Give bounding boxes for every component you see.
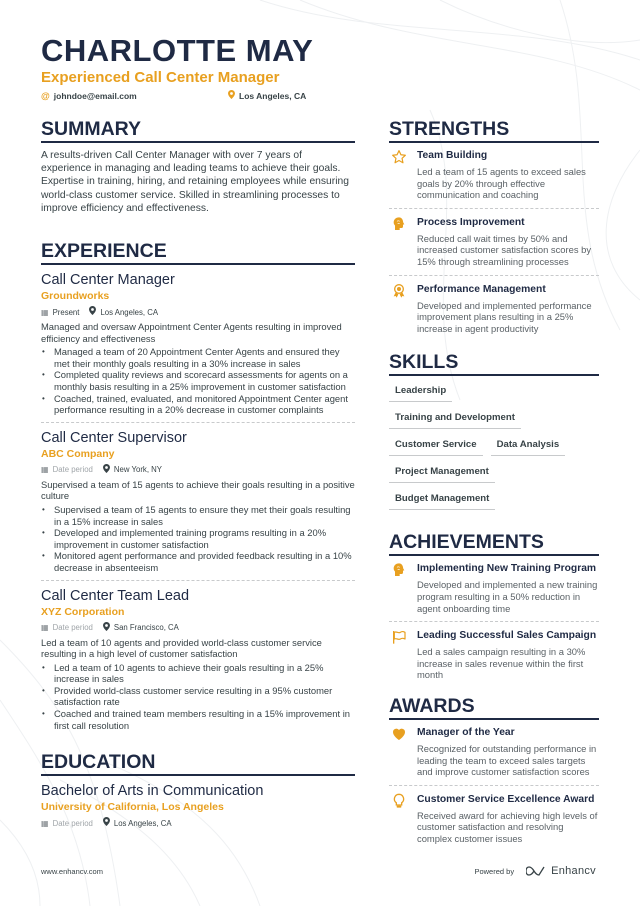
award-item [389, 726, 599, 786]
star-icon [389, 149, 409, 201]
strength-item [389, 216, 599, 276]
location-text: Los Angeles, CA [239, 91, 307, 101]
achievement-description: Led a sales campaign resulting in a 30% increase in sales revenue within the first month [417, 646, 586, 681]
awards-heading: AWARDS [389, 695, 599, 720]
company-name: ABC Company [41, 447, 115, 460]
brain-head-icon [389, 562, 409, 614]
strength-item [389, 283, 599, 342]
calendar-icon: ▦ [41, 623, 49, 633]
skill-tag: Training and Development [389, 409, 521, 429]
skill-tag: Customer Service [389, 436, 483, 456]
job-bullets [41, 662, 355, 732]
calendar-icon: ▦ [41, 465, 49, 475]
job-bullet: • Coached and trained team members resulting in a 15% improvement in first call resolution [41, 708, 355, 731]
skill-tag: Project Management [389, 463, 495, 483]
award-description: Received award for achieving high levels of customer satisfaction and resolving complex customer issues [417, 809, 598, 844]
job-date: Date period [52, 623, 93, 633]
job-meta [41, 464, 355, 476]
company-name: XYZ Corporation [41, 605, 125, 618]
summary-section [41, 118, 355, 215]
at-sign-icon: @ [41, 91, 50, 101]
job-date: Present [52, 307, 80, 317]
award-item [389, 793, 599, 852]
enhancv-logo[interactable] [526, 865, 596, 877]
enhancv-brand: Enhancv [551, 865, 596, 877]
experience-item [41, 587, 355, 738]
strengths-heading: STRENGTHS [389, 118, 599, 143]
awards-section [389, 695, 599, 852]
achievement-item [389, 629, 599, 688]
powered-by-label: Powered by [474, 866, 515, 876]
school-name: University of California, Los Angeles [41, 801, 224, 814]
achievement-title: Implementing New Training Program [417, 563, 597, 575]
job-description: Led a team of 10 agents and provided world-class customer service resulting in a high level of customer satisfaction [41, 636, 322, 660]
job-bullet: • Coached, trained, evaluated, and monitored Appointment Center agent performance resulting in a 20% decrease in customer complaints [41, 393, 355, 416]
education-date: Date period [52, 818, 93, 828]
job-bullet: • Supervised a team of 15 agents to ensure they met their goals resulting in a 15% increase in sales [41, 504, 355, 527]
candidate-title: Experienced Call Center Manager [41, 69, 280, 86]
job-bullet: • Monitored agent performance and provided feedback resulting in a 10% decrease in absenteeism [41, 550, 355, 573]
strength-item [389, 149, 599, 209]
map-pin-icon [228, 90, 235, 102]
job-location: San Francisco, CA [113, 623, 179, 633]
strength-description: Developed and implemented performance improvement plans resulting in a 25% increase in agent productivity [417, 299, 592, 334]
award-title: Customer Service Excellence Award [417, 793, 595, 805]
map-pin-icon [103, 622, 110, 634]
strength-description: Led a team of 15 agents to exceed sales goals by 20% through effective communication and coaching [417, 166, 586, 201]
job-description: Managed and oversaw Appointment Center Agents resulting in improved efficiency and effectiveness [41, 321, 342, 344]
achievement-title: Leading Successful Sales Campaign [417, 630, 597, 642]
right-column [389, 118, 599, 858]
map-pin-icon [89, 306, 96, 318]
award-ribbon-icon [389, 283, 409, 335]
award-title: Manager of the Year [417, 726, 515, 738]
email-text: johndoe@email.com [53, 91, 137, 101]
degree-name: Bachelor of Arts in Communication [41, 783, 264, 800]
job-location: Los Angeles, CA [100, 307, 159, 317]
candidate-name: CHARLOTTE MAY [41, 33, 314, 68]
lightbulb-icon [389, 793, 409, 845]
education-section [41, 751, 355, 829]
strength-title: Team Building [417, 150, 488, 161]
website-link[interactable]: www.enhancv.com [41, 867, 103, 876]
job-bullet: • Led a team of 10 agents to achieve their goals resulting in a 25% increase in sales [41, 662, 355, 685]
achievements-heading: ACHIEVEMENTS [389, 531, 599, 556]
achievement-description: Developed and implemented a new training program resulting in a 50% reduction in agent onboarding time [417, 579, 598, 614]
calendar-icon: ▦ [41, 818, 49, 828]
achievements-section [389, 531, 599, 688]
job-location: New York, NY [113, 465, 162, 475]
experience-heading: EXPERIENCE [41, 240, 355, 265]
job-meta [41, 306, 355, 318]
skills-list [389, 382, 599, 517]
powered-by [474, 865, 596, 877]
strength-description: Reduced call wait times by 50% and increased customer satisfaction scores by 15% through streamlining processes [417, 232, 592, 267]
left-column [41, 118, 355, 829]
education-meta [41, 817, 355, 829]
skill-tag: Budget Management [389, 490, 495, 510]
heart-icon [389, 726, 409, 778]
achievement-item [389, 562, 599, 622]
skills-heading: SKILLS [389, 351, 599, 376]
award-description: Recognized for outstanding performance in leading the team to exceed sales targets and improve customer satisfaction scores [417, 742, 597, 778]
brain-head-icon [389, 216, 409, 268]
experience-item [41, 429, 355, 581]
skill-tag: Data Analysis [491, 436, 566, 456]
job-role: Call Center Supervisor [41, 429, 187, 446]
job-role: Call Center Manager [41, 272, 175, 289]
email-contact[interactable] [41, 90, 137, 102]
resume-header [41, 34, 601, 102]
contact-info [41, 90, 601, 102]
location-contact [228, 90, 306, 102]
experience-item [41, 271, 355, 423]
job-meta [41, 622, 355, 634]
strength-title: Performance Management [417, 283, 546, 295]
job-bullet: • Provided world-class customer service resulting in a 95% customer satisfaction rate [41, 685, 355, 708]
job-bullets [41, 346, 355, 416]
summary-heading: SUMMARY [41, 118, 355, 143]
company-name: Groundworks [41, 290, 110, 303]
job-description: Supervised a team of 15 agents to achieve their goals resulting in a positive culture [41, 478, 355, 502]
job-date: Date period [52, 465, 93, 475]
skills-section [389, 351, 599, 517]
summary-text: A results-driven Call Center Manager with over 7 years of experience in managing and leading teams to achieve their goals. Expertise in training, hiring, and retaining employees while ensuring world-class customer service. Skilled in streamlining processes to improve efficiency and effectiveness. [41, 150, 349, 214]
education-heading: EDUCATION [41, 751, 355, 776]
strengths-section [389, 118, 599, 341]
calendar-icon: ▦ [41, 307, 49, 317]
job-bullet: • Completed quality reviews and scorecard assessments for agents on a monthly basis resulting in a 25% improvement in customer satisfaction [41, 369, 355, 392]
enhancv-logo-icon [526, 865, 546, 877]
map-pin-icon [103, 464, 110, 476]
job-bullets [41, 504, 355, 574]
map-pin-icon [103, 817, 110, 829]
experience-section [41, 240, 355, 737]
flag-icon [389, 629, 409, 681]
strength-title: Process Improvement [417, 216, 525, 228]
job-role: Call Center Team Lead [41, 587, 190, 604]
skill-tag: Leadership [389, 382, 452, 402]
education-location: Los Angeles, CA [113, 818, 172, 828]
job-bullet: • Managed a team of 20 Appointment Center Agents and ensured they met their monthly goals resulting in a 30% increase in sales [41, 346, 355, 369]
job-bullet: • Developed and implemented training programs resulting in a 20% improvement in customer satisfaction [41, 527, 355, 550]
